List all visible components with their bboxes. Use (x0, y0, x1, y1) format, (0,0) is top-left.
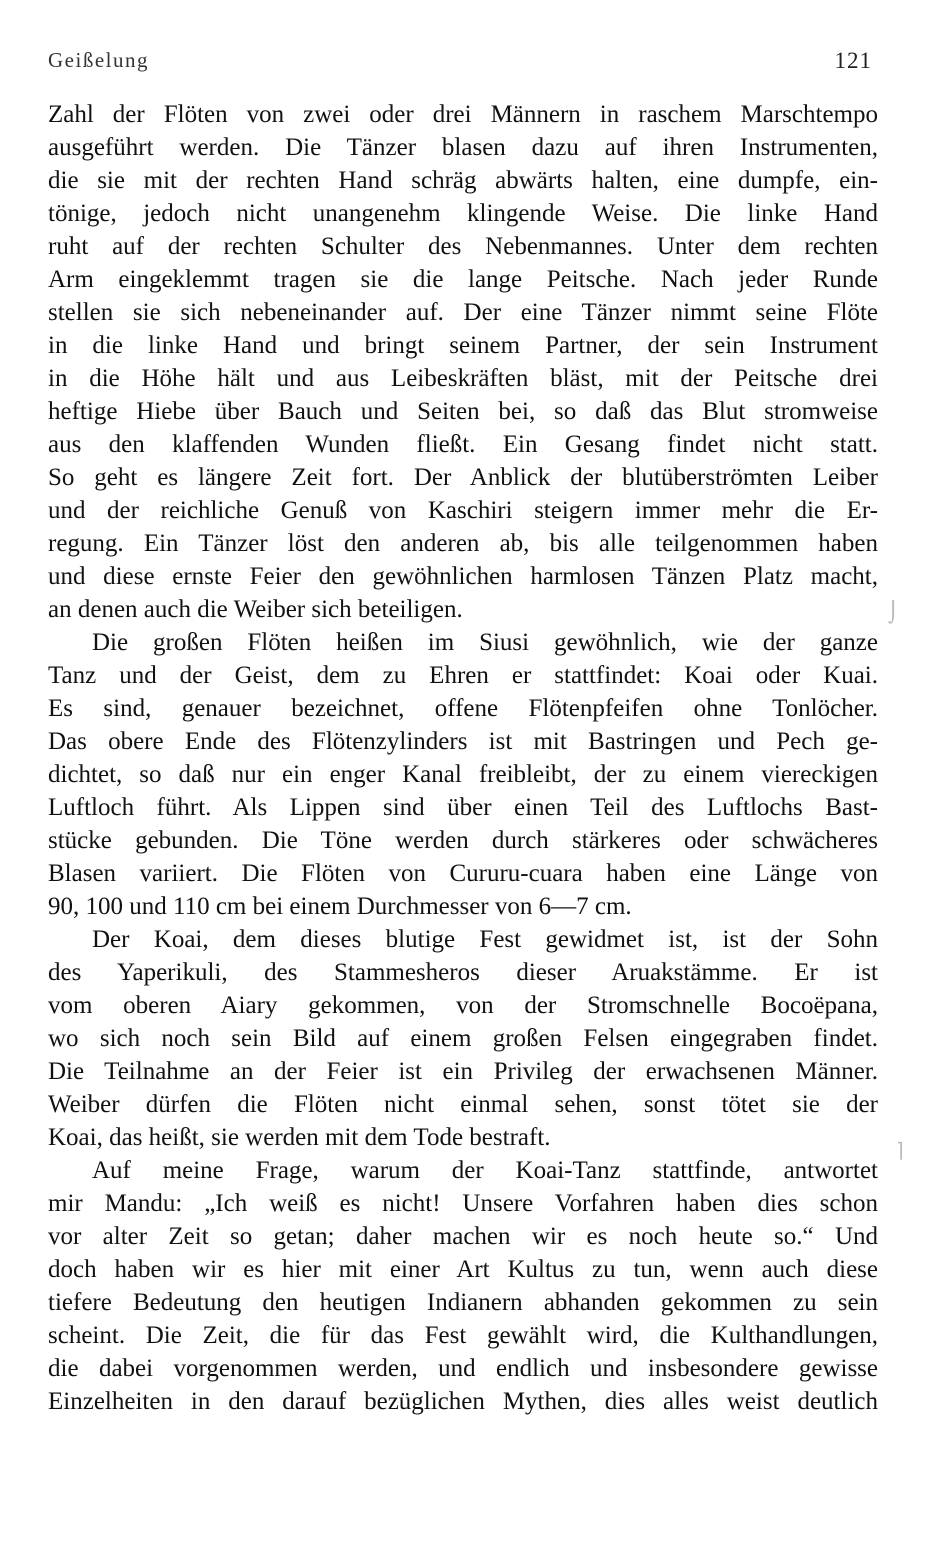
text-line: vor alter Zeit so getan; daher machen wir es noch heute so.“ Und (48, 1223, 878, 1250)
text-line: stellen sie sich nebeneinander auf. Der eine Tänzer nimmt seine Flöte (48, 299, 878, 326)
text-line: Blasen variiert. Die Flöten von Cururu-cuara haben eine Länge von (48, 860, 878, 887)
paragraph-end-line: 90, 100 und 110 cm bei einem Durchmesser von 6—7 cm. (48, 893, 632, 920)
text-line: tönige, jedoch nicht unangenehm klingende Weise. Die linke Hand (48, 200, 878, 227)
text-line: Einzelheiten in den darauf bezüglichen Mythen, dies alles weist deutlich (48, 1388, 878, 1415)
text-line: tiefere Bedeutung den heutigen Indianern abhanden gekommen zu sein (48, 1289, 878, 1316)
text-line: die dabei vorgenommen werden, und endlich und insbesondere gewisse (48, 1355, 878, 1382)
paragraph-start-line: Der Koai, dem dieses blutige Fest gewidmet ist, ist der Sohn (92, 926, 878, 953)
text-line: scheint. Die Zeit, die für das Fest gewählt wird, die Kulthandlungen, (48, 1322, 878, 1349)
paragraph-start-line: Die großen Flöten heißen im Siusi gewöhnlich, wie der ganze (92, 629, 878, 656)
text-line: So geht es längere Zeit fort. Der Anblick der blutüberströmten Leiber (48, 464, 878, 491)
text-line: und der reichliche Genuß von Kaschiri steigern immer mehr die Er- (48, 497, 878, 524)
paragraph-end-line: Koai, das heißt, sie werden mit dem Tode bestraft. (48, 1124, 551, 1151)
text-line: mir Mandu: „Ich weiß es nicht! Unsere Vorfahren haben dies schon (48, 1190, 878, 1217)
text-line: dichtet, so daß nur ein enger Kanal freibleibt, der zu einem viereckigen (48, 761, 878, 788)
text-line: stücke gebunden. Die Töne werden durch stärkeres oder schwächeres (48, 827, 878, 854)
text-line: ruht auf der rechten Schulter des Nebenmannes. Unter dem rechten (48, 233, 878, 260)
text-line: regung. Ein Tänzer löst den anderen ab, bis alle teilgenommen haben (48, 530, 878, 557)
text-line: Luftloch führt. Als Lippen sind über einen Teil des Luftlochs Bast- (48, 794, 878, 821)
text-line: und diese ernste Feier den gewöhnlichen harmlosen Tänzen Platz macht, (48, 563, 878, 590)
scan-mark-icon: ⌡ (888, 600, 899, 624)
text-line: vom oberen Aiary gekommen, von der Stromschnelle Bocoëpana, (48, 992, 878, 1019)
text-line: in die linke Hand und bringt seinem Partner, der sein Instrument (48, 332, 878, 359)
text-line: Weiber dürfen die Flöten nicht einmal sehen, sonst tötet sie der (48, 1091, 878, 1118)
running-title: Geißelung (48, 48, 149, 72)
paragraph-start-line: Auf meine Frage, warum der Koai-Tanz stattfinde, antwortet (92, 1157, 878, 1184)
text-line: Arm eingeklemmt tragen sie die lange Peitsche. Nach jeder Runde (48, 266, 878, 293)
text-line: Tanz und der Geist, dem zu Ehren er stattfindet: Koai oder Kuai. (48, 662, 878, 689)
text-line: Das obere Ende des Flötenzylinders ist mit Bastringen und Pech ge- (48, 728, 878, 755)
text-line: Es sind, genauer bezeichnet, offene Flötenpfeifen ohne Tonlöcher. (48, 695, 878, 722)
text-line: heftige Hiebe über Bauch und Seiten bei, so daß das Blut stromweise (48, 398, 878, 425)
text-line: Die Teilnahme an der Feier ist ein Privileg der erwachsenen Männer. (48, 1058, 878, 1085)
text-line: in die Höhe hält und aus Leibeskräften bläst, mit der Peitsche drei (48, 365, 878, 392)
body-text (48, 98, 878, 1418)
scan-mark-icon: ⌉ (896, 1138, 904, 1162)
running-header (48, 48, 872, 78)
text-line: ausgeführt werden. Die Tänzer blasen dazu auf ihren Instrumenten, (48, 134, 878, 161)
text-line: doch haben wir es hier mit einer Art Kultus zu tun, wenn auch diese (48, 1256, 878, 1283)
page-number: 121 (834, 48, 872, 73)
text-line: aus den klaffenden Wunden fließt. Ein Gesang findet nicht statt. (48, 431, 878, 458)
text-line: die sie mit der rechten Hand schräg abwärts halten, eine dumpfe, ein- (48, 167, 878, 194)
text-line: Zahl der Flöten von zwei oder drei Männern in raschem Marschtempo (48, 101, 878, 128)
text-line: des Yaperikuli, des Stammesheros dieser Aruakstämme. Er ist (48, 959, 878, 986)
text-line: wo sich noch sein Bild auf einem großen Felsen eingegraben findet. (48, 1025, 878, 1052)
paragraph-end-line: an denen auch die Weiber sich beteiligen. (48, 596, 463, 623)
